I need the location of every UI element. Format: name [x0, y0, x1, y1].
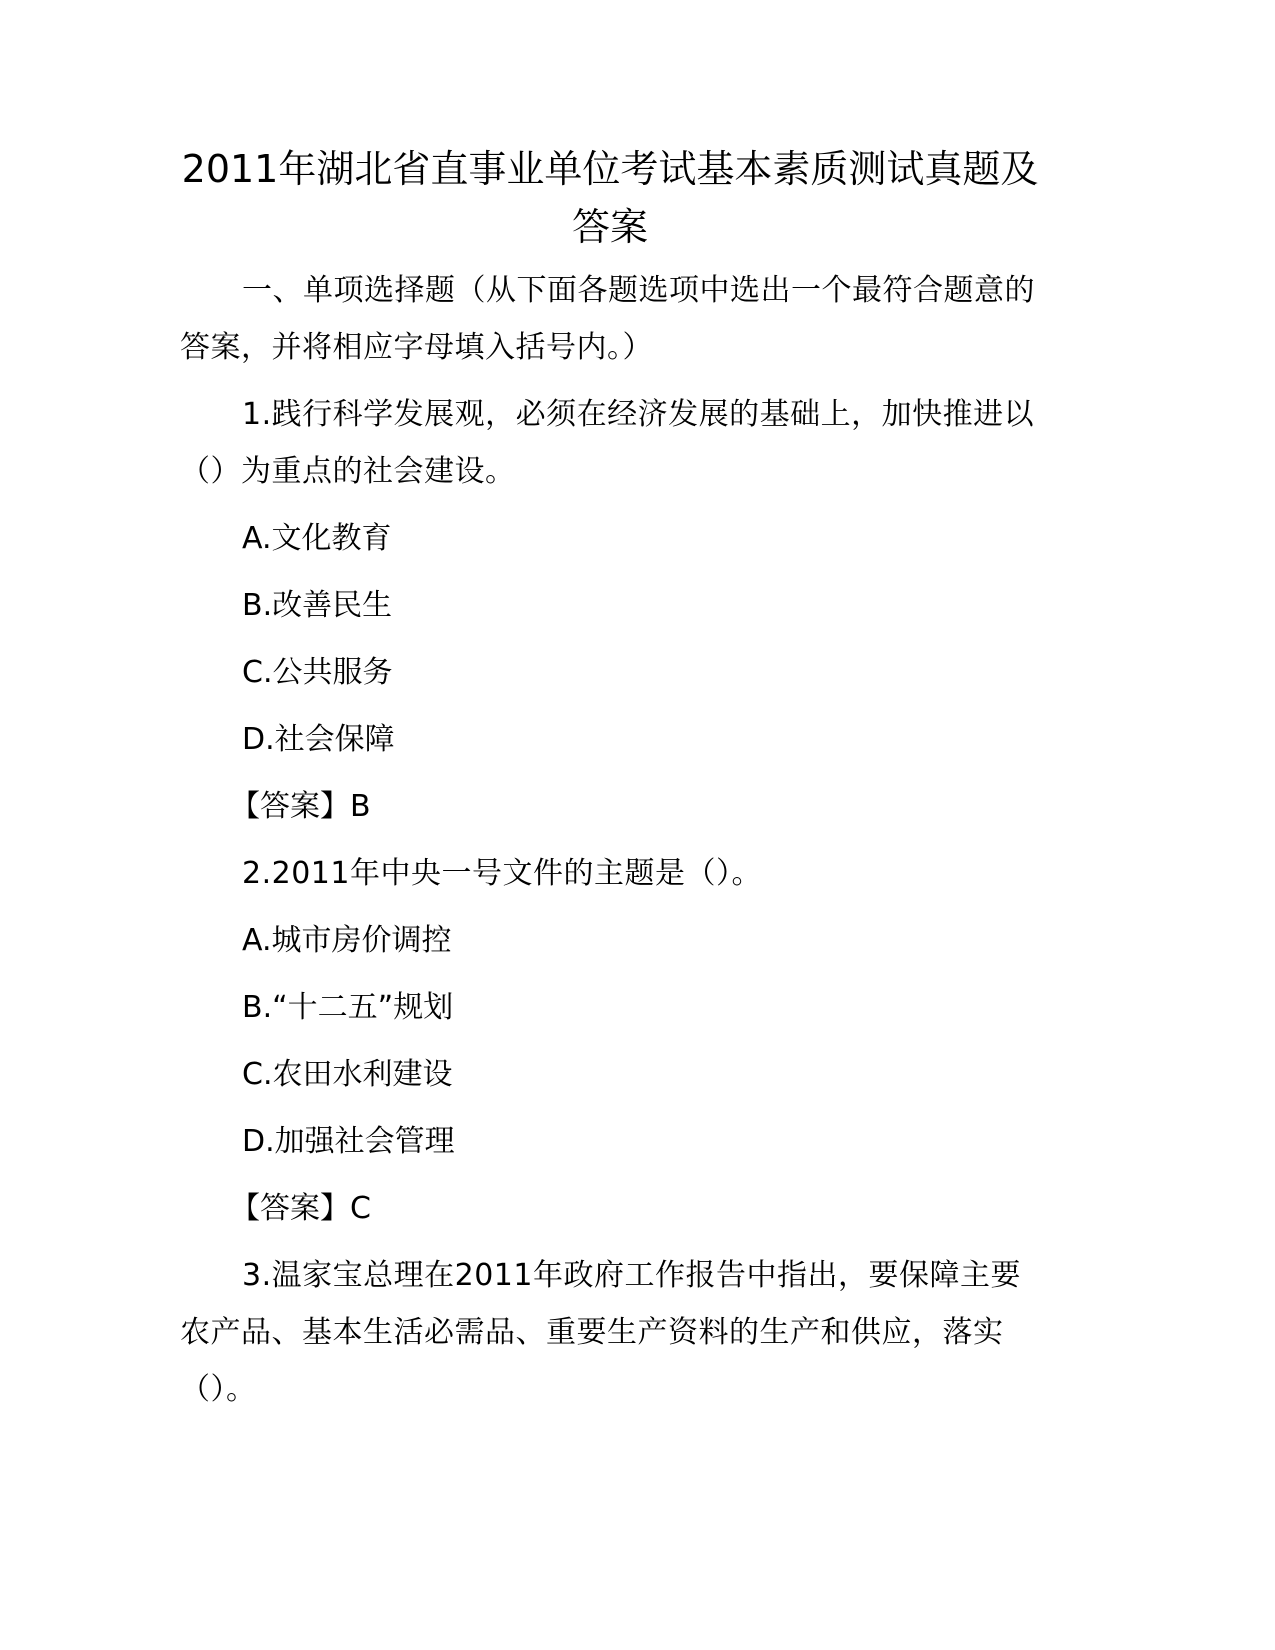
section-intro: 一、单项选择题（从下面各题选项中选出一个最符合题意的答案，并将相应字母填入括号内。）	[180, 273, 1035, 365]
document-title: 2011年湖北省直事业单位考试基本素质测试真题及答案	[181, 147, 1039, 249]
question-1-option-d: D.社会保障	[242, 722, 395, 757]
question-1-option-b: B.改善民生	[242, 588, 393, 623]
question-1-option-c: C.公共服务	[242, 655, 393, 690]
question-1-stem: 1.践行科学发展观，必须在经济发展的基础上，加快推进以（）为重点的社会建设。	[180, 397, 1035, 489]
document-page	[180, 140, 1040, 1428]
question-2-option-c: C.农田水利建设	[242, 1057, 453, 1092]
question-2-option-b: B.“十二五”规划	[242, 990, 454, 1025]
question-2-option-a: A.城市房价调控	[242, 923, 452, 958]
question-2-answer: 【答案】C	[230, 1191, 371, 1226]
question-1-option-a: A.文化教育	[242, 521, 392, 556]
question-3-stem: 3.温家宝总理在2011年政府工作报告中指出，要保障主要农产品、基本生活必需品、重要生产资料的生产和供应，落实（）。	[180, 1258, 1021, 1407]
question-2-option-d: D.加强社会管理	[242, 1124, 455, 1159]
question-2-stem: 2.2011年中央一号文件的主题是（）。	[242, 856, 762, 891]
question-1-answer: 【答案】B	[230, 789, 371, 824]
